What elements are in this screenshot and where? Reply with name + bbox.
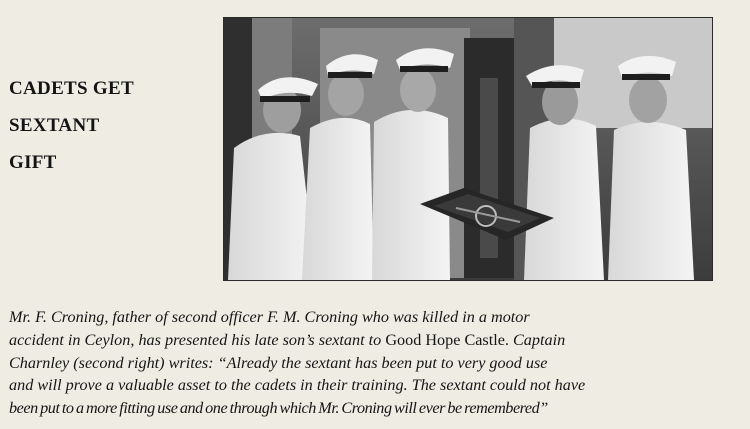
headline-line-3: GIFT: [9, 152, 57, 173]
photo-illustration: [224, 18, 712, 280]
photo-caption: [9, 306, 734, 420]
caption-line-1: Mr. F. Croning, father of second officer F. M. Croning who was killed in a motor: [9, 308, 530, 326]
caption-line-5: been put to a more fitting use and one through which Mr. Croning will ever be remembered”: [9, 399, 548, 418]
photograph-cadets-sextant: [224, 18, 712, 280]
show-through-text: [520, 286, 523, 301]
caption-line-3: Charnley (second right) writes: “Already the sextant has been put to very good use: [9, 353, 548, 372]
headline: [9, 70, 209, 181]
caption-line-2: [9, 329, 734, 352]
ship-name: Good Hope Castle.: [381, 330, 509, 349]
caption-line-4: and will prove a valuable asset to the cadets in their training. The sextant could not have: [9, 376, 586, 395]
caption-line-2-text: accident in Ceylon, has presented his late son’s sextant to: [9, 330, 382, 349]
headline-line-2: SEXTANT: [9, 115, 100, 136]
caption-line-2-end: Captain: [508, 330, 566, 349]
headline-line-1: CADETS GET: [9, 78, 134, 99]
